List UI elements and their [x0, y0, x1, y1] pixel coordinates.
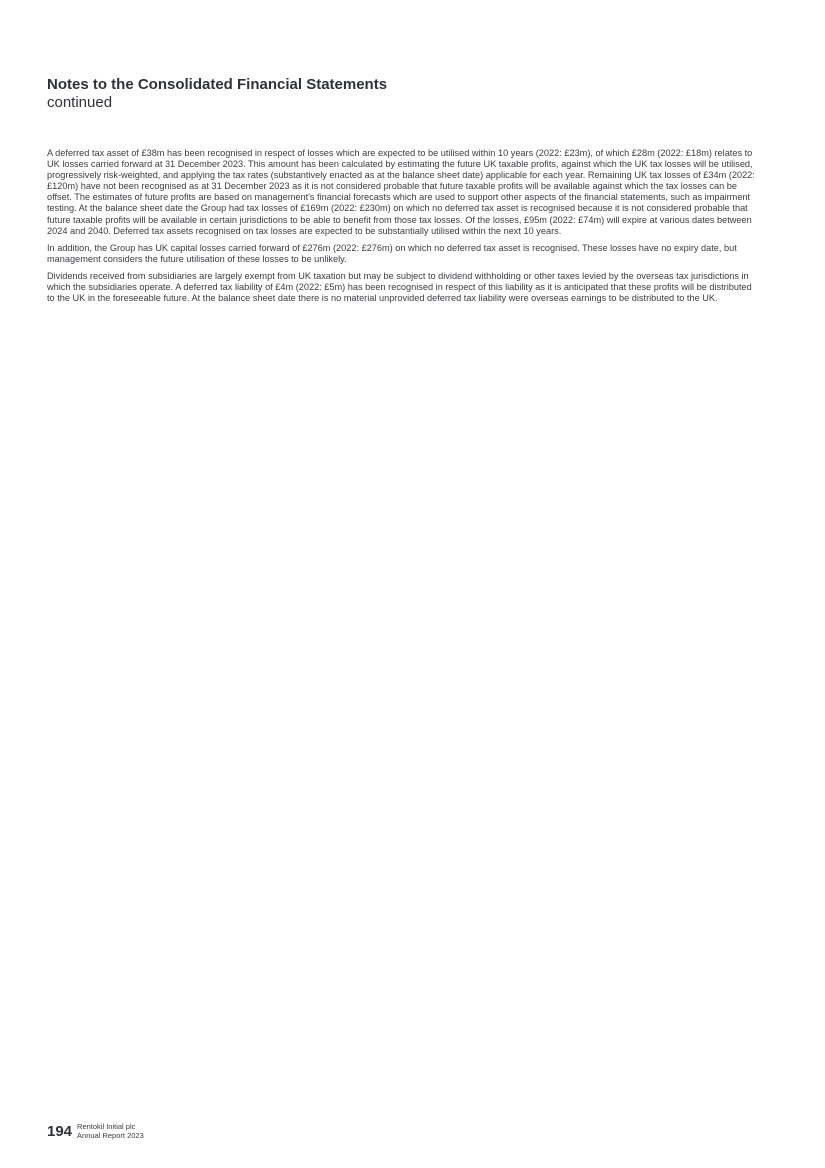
page-number: 194 — [47, 1122, 73, 1140]
footer-report: Annual Report 2023 — [77, 1131, 144, 1140]
page-subtitle: continued — [47, 94, 113, 111]
page-header — [47, 76, 777, 112]
page-footer — [47, 1122, 144, 1140]
body-text — [47, 148, 759, 310]
paragraph-dividends: Dividends received from subsidiaries are largely exempt from UK taxation but may be subject to dividend withholding or other taxes levied by the overseas tax jurisdictions in which the subsidiaries operate. A deferred tax liability of £4m (2022: £5m) has been recognised in respect of this liability as it is anticipated that these profits will be distributed to the UK in the foreseeable future. At the balance sheet date there is no material unprovided deferred tax liability were overseas earnings to be distributed to the UK. — [47, 270, 752, 304]
paragraph-deferred-tax-asset: A deferred tax asset of £38m has been recognised in respect of losses which are expected to be utilised within 10 years (2022: £23m), of which £28m (2022: £18m) relates to UK losses carried forward at 31 December 2023. This amount has been calculated by estimating the future UK taxable profits, against which the UK tax losses will be utilised, progressively risk-weighted, and applying the tax rates (substantively enacted as at the balance sheet date) applicable for each year. Remaining UK tax losses of £34m (2022: £120m) have not been recognised as at 31 December 2023 as it is not considered probable that future taxable profits will be available against which the tax losses can be offset. The estimates of future profits are based on management's financial forecasts which are used to support other aspects of the financial statements, such as impairment testing. At the balance sheet date the Group had tax losses of £169m (2022: £230m) on which no deferred tax asset is recognised because it is not considered probable that future taxable profits will be available in certain jurisdictions to be able to benefit from those tax losses. Of the losses, £95m (2022: £74m) will expire at various dates between 2024 and 2040. Deferred tax assets recognised on tax losses are expected to be substantially utilised within the next 10 years. — [47, 148, 755, 236]
page-title: Notes to the Consolidated Financial Statements — [47, 76, 388, 93]
footer-meta — [77, 1122, 144, 1140]
footer-company: Rentokil Initial plc — [77, 1122, 136, 1131]
paragraph-capital-losses: In addition, the Group has UK capital losses carried forward of £276m (2022: £276m) on which no deferred tax asset is recognised. These losses have no expiry date, but management considers the future utilisation of these losses to be unlikely. — [47, 242, 737, 264]
